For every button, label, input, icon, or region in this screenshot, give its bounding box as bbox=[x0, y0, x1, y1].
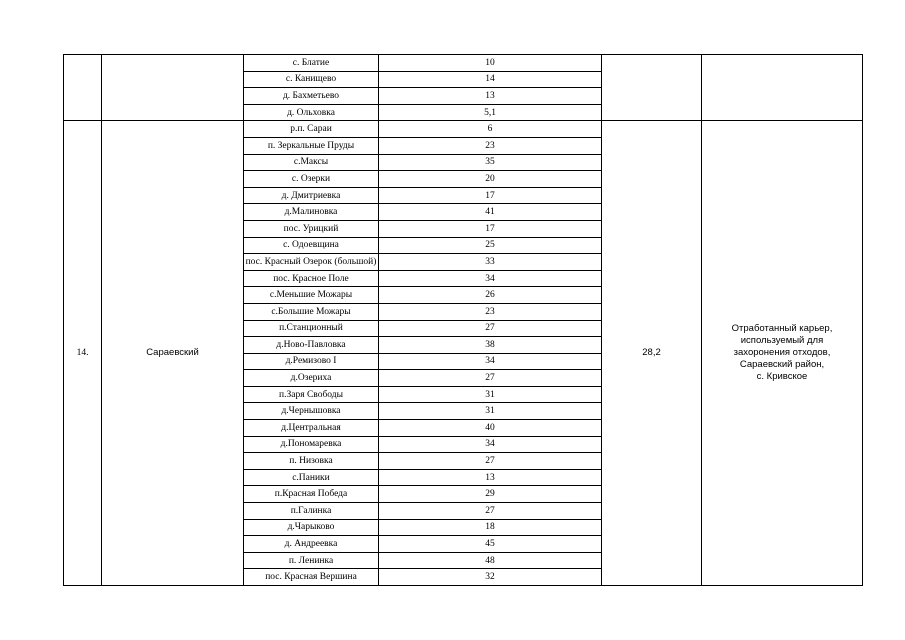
settlement-distance-cell: 29 bbox=[379, 486, 602, 503]
settlement-distance-cell: 40 bbox=[379, 420, 602, 437]
settlement-distance-cell: 23 bbox=[379, 137, 602, 154]
settlement-distance-cell: 41 bbox=[379, 204, 602, 221]
settlement-name-cell: с.Большие Можары bbox=[244, 303, 379, 320]
settlement-distance-cell: 34 bbox=[379, 353, 602, 370]
settlement-name-cell: д.Пономаревка bbox=[244, 436, 379, 453]
settlement-distance-cell: 18 bbox=[379, 519, 602, 536]
settlement-distance-cell: 14 bbox=[379, 71, 602, 88]
settlement-name-cell: с. Канищево bbox=[244, 71, 379, 88]
settlement-name-cell: п.Красная Победа bbox=[244, 486, 379, 503]
table-body bbox=[64, 55, 863, 586]
settlement-distance-cell: 20 bbox=[379, 171, 602, 188]
settlement-distance-cell: 17 bbox=[379, 187, 602, 204]
table-row bbox=[64, 121, 863, 138]
settlement-name-cell: с. Озерки bbox=[244, 171, 379, 188]
settlements-table bbox=[63, 54, 863, 586]
settlement-distance-cell: 6 bbox=[379, 121, 602, 138]
group-number-cell: 14. bbox=[64, 121, 102, 586]
settlement-distance-cell: 32 bbox=[379, 569, 602, 586]
settlement-distance-cell: 34 bbox=[379, 270, 602, 287]
settlement-distance-cell: 48 bbox=[379, 552, 602, 569]
settlement-distance-cell: 27 bbox=[379, 503, 602, 520]
district-cell: Сараевский bbox=[102, 121, 244, 586]
landfill-line: Сараевский район, bbox=[739, 359, 825, 371]
settlement-name-cell: с.Паники bbox=[244, 469, 379, 486]
settlement-name-cell: пос. Красное Поле bbox=[244, 270, 379, 287]
landfill-line: захоронения отходов, bbox=[733, 347, 831, 359]
settlement-distance-cell: 27 bbox=[379, 370, 602, 387]
settlement-name-cell: д.Центральная bbox=[244, 420, 379, 437]
group-number-cell bbox=[64, 55, 102, 121]
settlement-name-cell: д.Малиновка bbox=[244, 204, 379, 221]
landfill-line: Отработанный карьер, bbox=[731, 323, 833, 335]
settlement-name-cell: с.Максы bbox=[244, 154, 379, 171]
settlement-distance-cell: 34 bbox=[379, 436, 602, 453]
settlement-name-cell: п. Зеркальные Пруды bbox=[244, 137, 379, 154]
settlement-name-cell: д. Андреевка bbox=[244, 536, 379, 553]
settlement-name-cell: п. Ленинка bbox=[244, 552, 379, 569]
settlement-name-cell: пос. Красная Вершина bbox=[244, 569, 379, 586]
settlement-distance-cell: 31 bbox=[379, 403, 602, 420]
settlement-distance-cell: 31 bbox=[379, 386, 602, 403]
landfill-line: с. Кривское bbox=[756, 371, 808, 383]
settlement-distance-cell: 17 bbox=[379, 220, 602, 237]
settlement-name-cell: с. Одоевщина bbox=[244, 237, 379, 254]
settlement-distance-cell: 35 bbox=[379, 154, 602, 171]
settlement-name-cell: п. Низовка bbox=[244, 453, 379, 470]
settlement-name-cell: д.Озериха bbox=[244, 370, 379, 387]
settlement-distance-cell: 33 bbox=[379, 254, 602, 271]
settlement-name-cell: д.Ново-Павловка bbox=[244, 337, 379, 354]
group-distance-cell: 28,2 bbox=[602, 121, 702, 586]
settlement-distance-cell: 13 bbox=[379, 469, 602, 486]
settlement-name-cell: д.Чарыково bbox=[244, 519, 379, 536]
settlement-name-cell: д.Чернышовка bbox=[244, 403, 379, 420]
settlement-name-cell: пос. Урицкий bbox=[244, 220, 379, 237]
settlement-distance-cell: 27 bbox=[379, 453, 602, 470]
settlement-distance-cell: 45 bbox=[379, 536, 602, 553]
settlement-distance-cell: 13 bbox=[379, 88, 602, 105]
settlement-distance-cell: 25 bbox=[379, 237, 602, 254]
settlement-distance-cell: 5,1 bbox=[379, 104, 602, 121]
settlement-name-cell: р.п. Сараи bbox=[244, 121, 379, 138]
settlement-name-cell: п.Галинка bbox=[244, 503, 379, 520]
settlement-name-cell: с. Блатие bbox=[244, 55, 379, 72]
settlement-distance-cell: 38 bbox=[379, 337, 602, 354]
landfill-line: используемый для bbox=[740, 335, 824, 347]
settlement-name-cell: пос. Красный Озерок (большой) bbox=[244, 254, 379, 271]
settlement-distance-cell: 26 bbox=[379, 287, 602, 304]
landfill-cell bbox=[702, 55, 863, 121]
settlement-name-cell: д.Ремизово I bbox=[244, 353, 379, 370]
landfill-cell bbox=[702, 121, 863, 586]
settlement-name-cell: п.Станционный bbox=[244, 320, 379, 337]
settlement-name-cell: д. Бахметьево bbox=[244, 88, 379, 105]
table-row bbox=[64, 55, 863, 72]
settlement-name-cell: д. Дмитриевка bbox=[244, 187, 379, 204]
district-cell bbox=[102, 55, 244, 121]
settlement-name-cell: с.Меньшие Можары bbox=[244, 287, 379, 304]
settlement-name-cell: д. Ольховка bbox=[244, 104, 379, 121]
group-distance-cell bbox=[602, 55, 702, 121]
settlement-distance-cell: 27 bbox=[379, 320, 602, 337]
settlement-distance-cell: 23 bbox=[379, 303, 602, 320]
settlement-distance-cell: 10 bbox=[379, 55, 602, 72]
settlement-name-cell: п.Заря Свободы bbox=[244, 386, 379, 403]
